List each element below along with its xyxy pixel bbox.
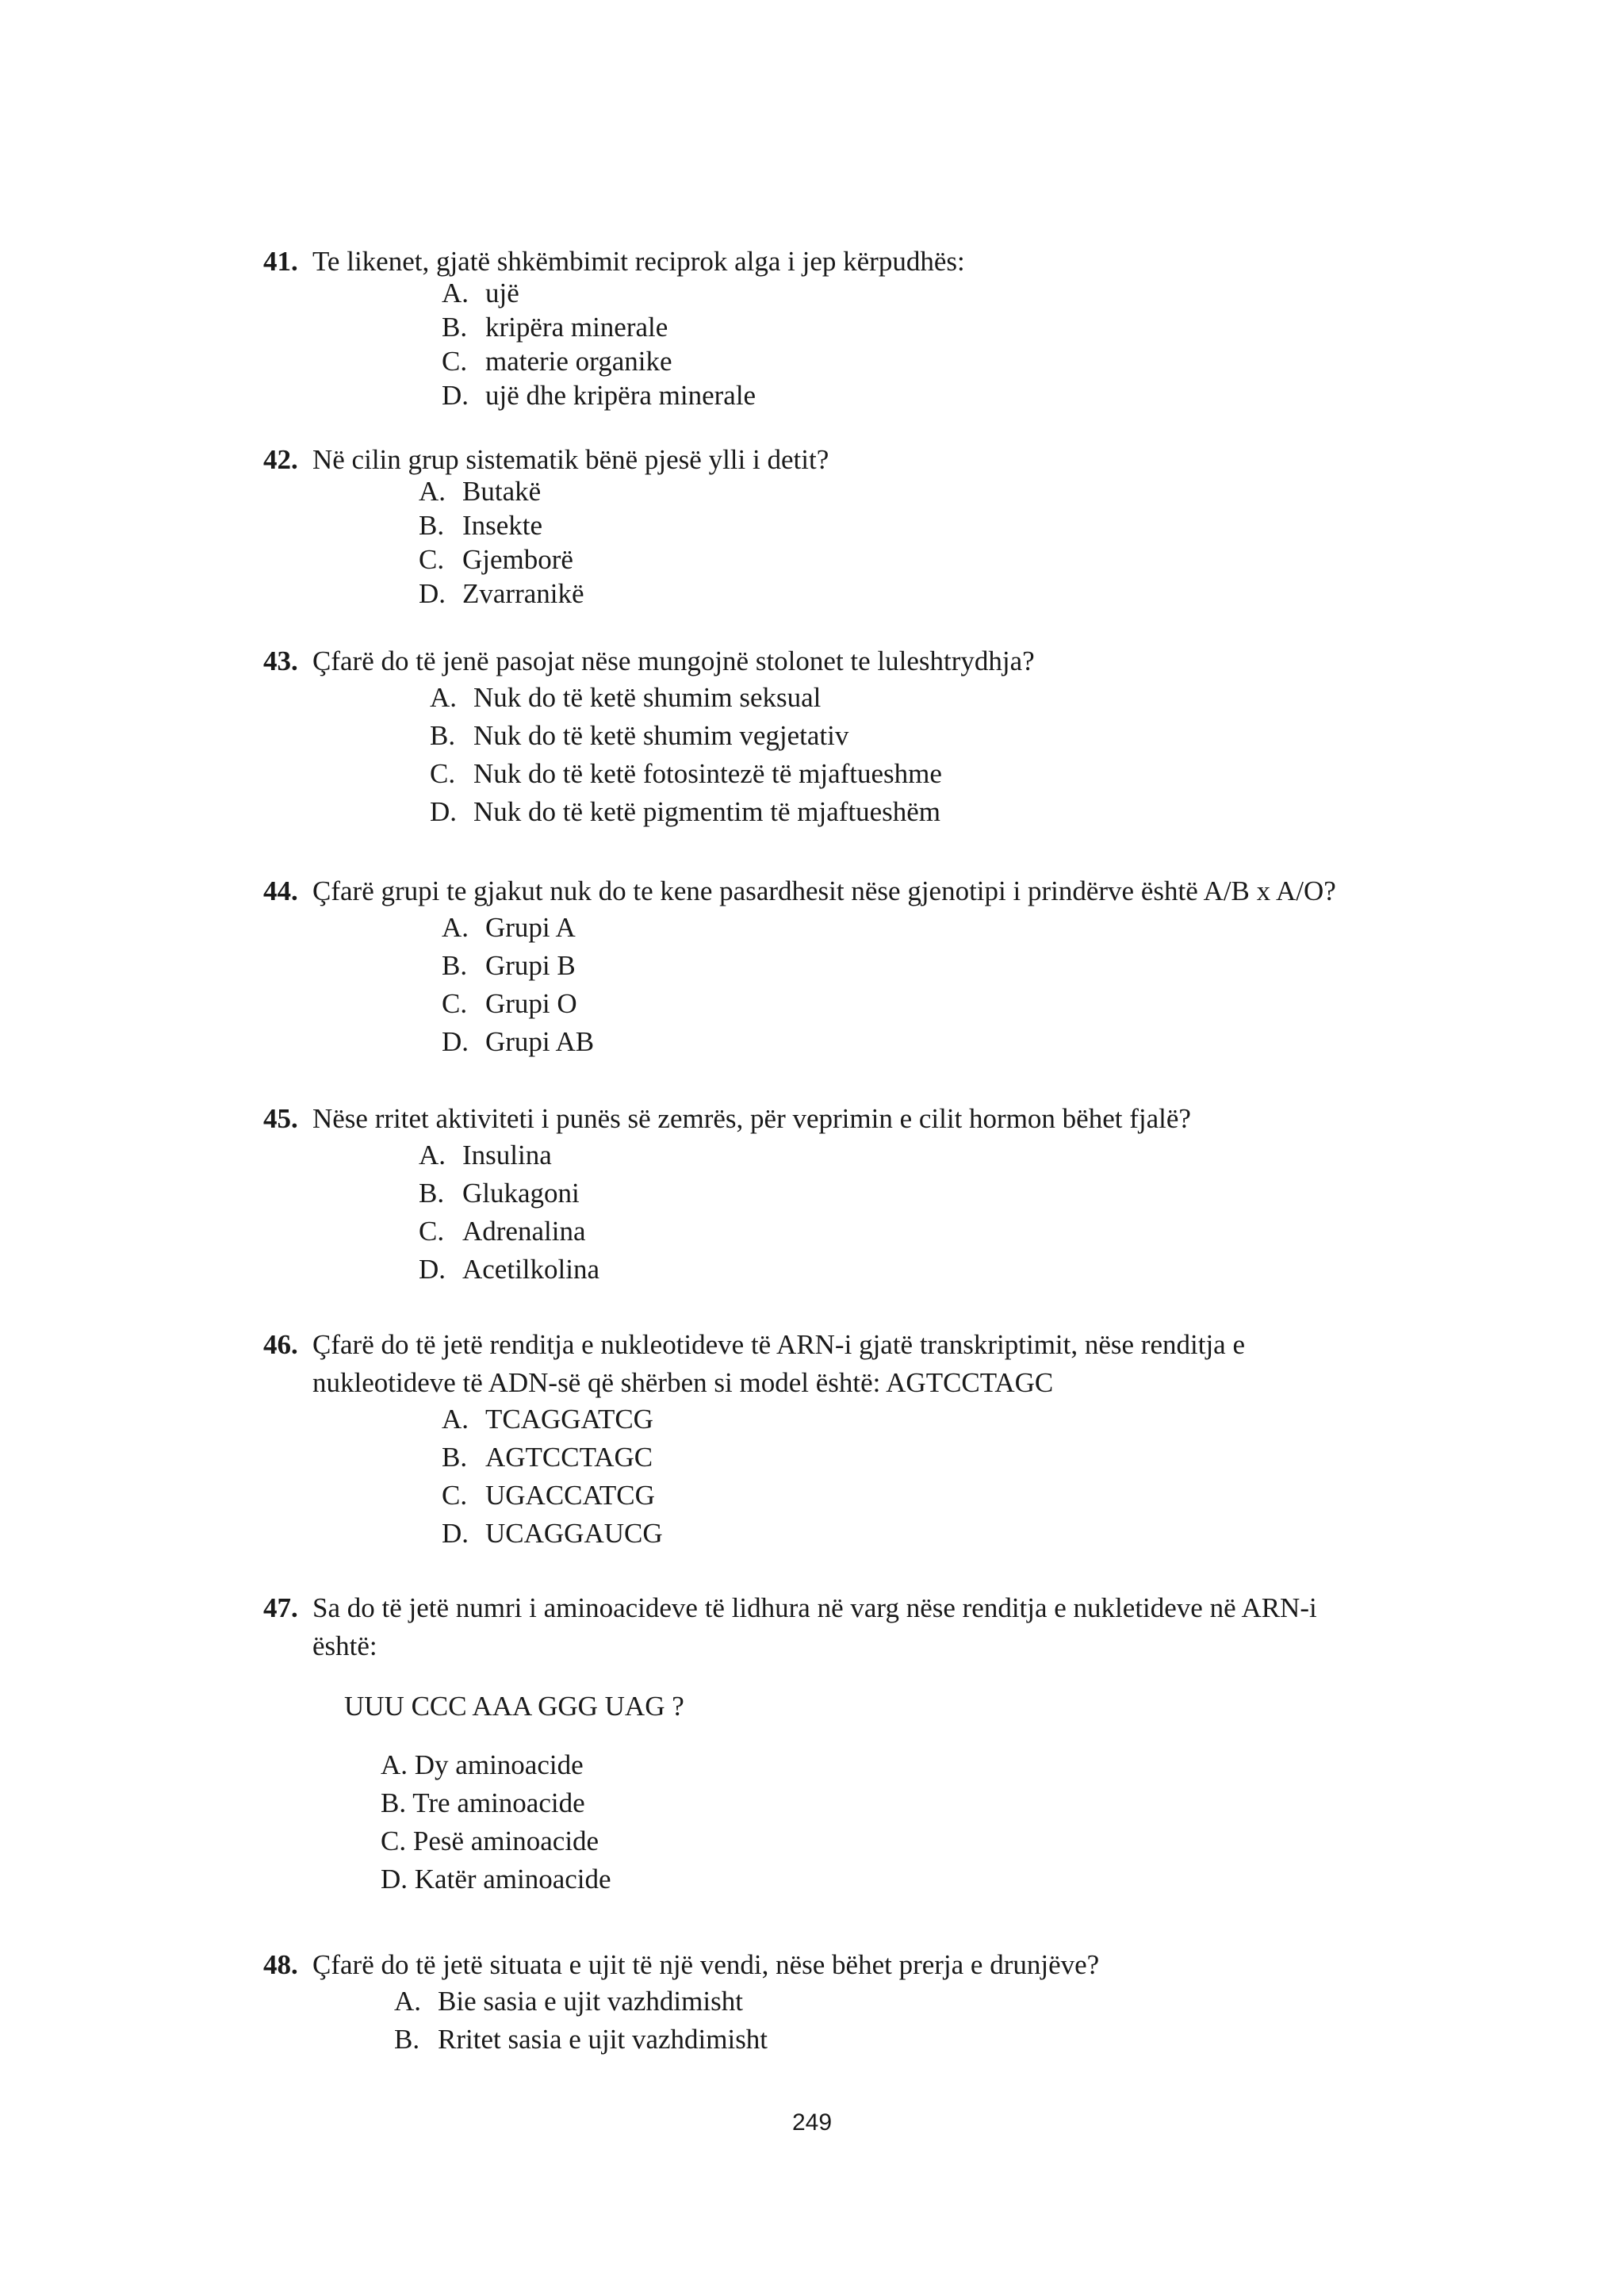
option-letter: A. xyxy=(419,476,446,507)
answer-option-a xyxy=(430,679,1389,717)
question-number: 43. xyxy=(263,646,298,676)
option-letter: A. xyxy=(381,1749,408,1780)
question-47 xyxy=(263,1589,1389,1898)
option-letter: B. xyxy=(419,510,445,541)
answer-option-b xyxy=(430,717,1389,755)
option-text: Rritet sasia e ujit vazhdimisht xyxy=(438,2024,768,2055)
question-number: 44. xyxy=(263,875,298,906)
option-text: UGACCATCG xyxy=(485,1480,655,1511)
option-text: materie organike xyxy=(485,346,672,377)
option-text: Bie sasia e ujit vazhdimisht xyxy=(438,1986,743,2017)
option-letter: B. xyxy=(442,950,468,981)
answer-option-d xyxy=(442,1023,1389,1061)
option-letter: B. xyxy=(419,1178,445,1209)
option-text: ujë dhe kripëra minerale xyxy=(485,380,756,411)
answer-option-b xyxy=(442,310,1389,344)
answer-option-b xyxy=(394,2021,1389,2059)
answer-option-b xyxy=(381,1784,1389,1822)
option-letter: C. xyxy=(419,1216,445,1247)
answer-option-b xyxy=(442,1439,1389,1477)
answer-option-a xyxy=(381,1746,1389,1784)
option-text: Adrenalina xyxy=(462,1216,586,1247)
option-text: Grupi O xyxy=(485,988,577,1019)
option-text: Grupi B xyxy=(485,950,576,981)
answer-option-b xyxy=(419,1174,1389,1213)
answer-option-c xyxy=(442,1477,1389,1515)
answer-options xyxy=(263,1136,1389,1289)
option-letter: A. xyxy=(442,1404,469,1435)
answer-options xyxy=(263,474,1389,611)
option-letter: D. xyxy=(442,1518,469,1549)
option-text: Gjemborë xyxy=(462,544,573,575)
option-text: Insulina xyxy=(462,1140,552,1170)
option-text: Nuk do të ketë shumim seksual xyxy=(473,682,822,713)
question-text-continued: është: xyxy=(312,1630,377,1661)
question-number: 45. xyxy=(263,1103,298,1134)
answer-option-d xyxy=(381,1860,1389,1898)
question-number: 46. xyxy=(263,1329,298,1360)
option-letter: A. xyxy=(394,1986,422,2017)
option-letter: C. xyxy=(381,1826,407,1856)
question-stem xyxy=(263,1589,1389,1627)
option-letter: C. xyxy=(442,988,468,1019)
question-stem xyxy=(263,1326,1389,1364)
option-letter: D. xyxy=(430,796,458,827)
option-text: Tre aminoacide xyxy=(412,1787,585,1818)
answer-option-c xyxy=(442,985,1389,1023)
option-text: AGTCCTAGC xyxy=(485,1442,653,1473)
question-text: Çfarë do të jetë renditja e nukleotideve të ARN-i gjatë transkriptimit, nëse renditja e xyxy=(312,1329,1245,1360)
option-letter: D. xyxy=(419,1254,446,1285)
answer-option-c xyxy=(381,1822,1389,1860)
option-text: UCAGGAUCG xyxy=(485,1518,663,1549)
option-letter: C. xyxy=(442,1480,468,1511)
question-number: 42. xyxy=(263,444,298,475)
question-text: Te likenet, gjatë shkëmbimit reciprok alga i jep kërpudhës: xyxy=(312,246,965,277)
option-letter: C. xyxy=(419,544,445,575)
question-text-continued: nukleotideve të ADN-së që shërben si model është: AGTCCTAGC xyxy=(312,1367,1054,1398)
question-46 xyxy=(263,1326,1389,1553)
option-text: Glukagoni xyxy=(462,1178,580,1209)
question-text: Çfarë grupi te gjakut nuk do te kene pasardhesit nëse gjenotipi i prindërve është A/B x A/O? xyxy=(312,875,1336,906)
option-letter: D. xyxy=(419,578,446,609)
answer-option-a xyxy=(442,1400,1389,1439)
question-42 xyxy=(263,441,1389,611)
question-41 xyxy=(263,243,1389,412)
option-letter: B. xyxy=(442,1442,468,1473)
answer-option-a xyxy=(419,474,1389,508)
question-stem xyxy=(263,441,1389,479)
answer-option-d xyxy=(442,378,1389,412)
option-text: kripëra minerale xyxy=(485,312,668,343)
answer-option-b xyxy=(419,508,1389,542)
answer-options xyxy=(263,909,1389,1061)
answer-option-b xyxy=(442,947,1389,985)
option-letter: A. xyxy=(442,278,469,308)
option-text: Pesë aminoacide xyxy=(412,1826,599,1856)
page-number: 249 xyxy=(791,2109,833,2136)
answer-option-a xyxy=(419,1136,1389,1174)
answer-option-a xyxy=(442,276,1389,310)
answer-option-c xyxy=(442,344,1389,378)
option-text: Zvarranikë xyxy=(462,578,584,609)
answer-option-d xyxy=(442,1515,1389,1553)
question-45 xyxy=(263,1100,1389,1289)
question-number: 48. xyxy=(263,1949,298,1980)
option-letter: C. xyxy=(430,758,456,789)
answer-options xyxy=(263,679,1389,831)
question-48 xyxy=(263,1946,1389,2059)
question-number: 41. xyxy=(263,246,298,277)
option-text: Nuk do të ketë shumim vegjetativ xyxy=(473,720,849,751)
option-letter: D. xyxy=(442,1026,469,1057)
question-text: Çfarë do të jetë situata e ujit të një vendi, nëse bëhet prerja e drunjëve? xyxy=(312,1949,1100,1980)
question-text: Nëse rritet aktiviteti i punës së zemrës, për veprimin e cilit hormon bëhet fjalë? xyxy=(312,1103,1191,1134)
answer-option-c xyxy=(419,1213,1389,1251)
answer-options xyxy=(263,1400,1389,1553)
option-letter: B. xyxy=(394,2024,420,2055)
option-text: Nuk do të ketë fotosintezë të mjaftueshme xyxy=(473,758,942,789)
option-letter: A. xyxy=(442,912,469,943)
option-text: Nuk do të ketë pigmentim të mjaftueshëm xyxy=(473,796,941,827)
answer-options xyxy=(263,276,1389,412)
answer-options xyxy=(263,1983,1389,2059)
question-stem xyxy=(263,243,1389,281)
answer-option-c xyxy=(430,755,1389,793)
option-text: Acetilkolina xyxy=(462,1254,600,1285)
option-letter: B. xyxy=(442,312,468,343)
option-text: ujë xyxy=(485,278,519,308)
answer-option-d xyxy=(419,1251,1389,1289)
question-number: 47. xyxy=(263,1592,298,1623)
option-text: TCAGGATCG xyxy=(485,1404,653,1435)
option-text: Grupi AB xyxy=(485,1026,595,1057)
option-text: Dy aminoacide xyxy=(414,1749,584,1780)
option-letter: B. xyxy=(381,1787,407,1818)
answer-option-a xyxy=(442,909,1389,947)
question-44 xyxy=(263,872,1389,1061)
answer-option-d xyxy=(430,793,1389,831)
question-stem xyxy=(263,1100,1389,1138)
question-stem xyxy=(263,1946,1389,1984)
question-43 xyxy=(263,642,1389,831)
option-letter: B. xyxy=(430,720,456,751)
answer-option-a xyxy=(394,1983,1389,2021)
option-letter: D. xyxy=(442,380,469,411)
option-text: Katër aminoacide xyxy=(414,1864,611,1894)
rna-sequence: UUU CCC AAA GGG UAG ? xyxy=(344,1691,684,1722)
option-text: Insekte xyxy=(462,510,543,541)
option-text: Butakë xyxy=(462,476,542,507)
answer-option-d xyxy=(419,577,1389,611)
option-letter: A. xyxy=(419,1140,446,1170)
question-text: Sa do të jetë numri i aminoacideve të lidhura në varg nëse renditja e nukletideve në ARN-i xyxy=(312,1592,1317,1623)
question-stem xyxy=(263,642,1389,680)
option-letter: C. xyxy=(442,346,468,377)
answer-options xyxy=(263,1746,1389,1898)
question-text: Në cilin grup sistematik bënë pjesë ylli i detit? xyxy=(312,444,829,475)
option-letter: A. xyxy=(430,682,458,713)
option-text: Grupi A xyxy=(485,912,576,943)
answer-option-c xyxy=(419,542,1389,577)
option-letter: D. xyxy=(381,1864,408,1894)
question-text: Çfarë do të jenë pasojat nëse mungojnë stolonet te luleshtrydhja? xyxy=(312,646,1035,676)
question-stem xyxy=(263,872,1389,910)
